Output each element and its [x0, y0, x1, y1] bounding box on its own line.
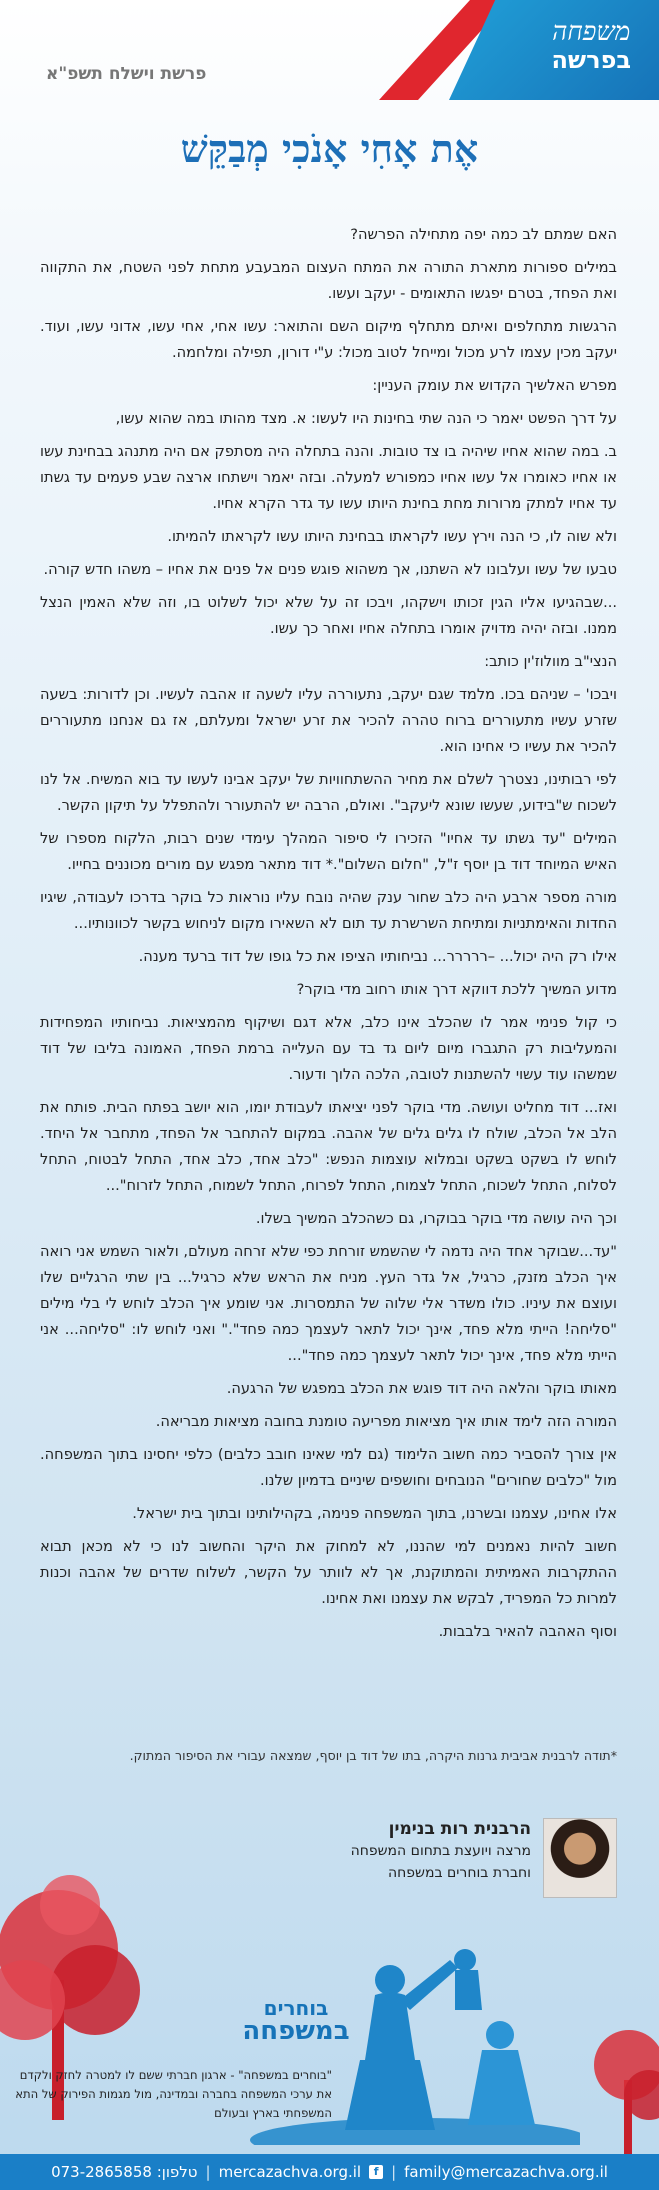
page-title: אֶת אָחִי אָנֹכִי מְבַקֵּשׁ — [180, 126, 479, 171]
logo-bottom-text: בפרשה — [551, 45, 631, 74]
org-description: "בוחרים במשפחה" - ארגון חברתי ששם לו למטרה לחזק ולקדם את ערכי המשפחה בחברה ובמדינה, מול מגמות הפירוק של התא המשפחתי בארץ ובעולם — [15, 2068, 332, 2120]
article-paragraph: במילים ספורות מתארת התורה את המתח העצום המבעבע מתחת לפני השטח, את התקווה ואת הפחד, בטרם יפגשו התאומים - יעקב ועשו. — [40, 259, 617, 302]
author-photo — [543, 1818, 617, 1898]
article-paragraph: המילים "עד גשתו עד אחיו" הזכירו לי סיפור המהלך עימדי שנים רבות, הלקוח מספרו של האיש המיוחד דוד בן יוסף ז"ל, "חלום השלום".* דוד מתאר מפגש עם מורים מכוננים בחייו. — [40, 830, 617, 873]
article-paragraph: על דרך הפשט יאמר כי הנה שתי בחינות היו לעשו: א. מצד מהותו במה שהוא עשו, — [115, 410, 617, 427]
article-paragraph: אלו אחינו, עצמנו ובשרנו, בתוך המשפחה פנימה, בקהילותינו ובתוך בית ישראל. — [132, 1505, 617, 1522]
article-paragraph: המורה הזה לימד אותו איך מציאות מפריעה טומנת בחובה מציאות מבריאה. — [155, 1413, 617, 1430]
article-paragraph: לפי רבותינו, נצטרך לשלם את מחיר ההשתחוויות של יעקב אבינו לעשו עד בוא המשיח. אל לנו לשכוח ש"בידוע, שעשו שונא ליעקב". ואולם, הרבה יש להתעורר ולהתפלל על תיקון הקשר. — [40, 771, 617, 814]
article-paragraph: ויבכו' – שניהם בכו. מלמד שגם יעקב, נתעוררה עליו לשעה זו אהבה לעשיו. וכן לדורות: בשעה שזרע עשיו מתעוררים ברוח טהרה להכיר את זרע ישראל ומעלתם, אז גם אנחנו מתעוררים להכיר את עשיו כי אחינו הוא. — [40, 686, 617, 755]
article-paragraph: הנצי"ב מוולוז'ין כותב: — [484, 653, 617, 670]
article-paragraph: האם שמתם לב כמה יפה מתחילה הפרשה? — [350, 226, 617, 243]
footnote: *תודה לרבנית אביבית גרנות היקרה, בתו של דוד בן יוסף, שמצאה עבורי את הסיפור המתוק. — [129, 1748, 617, 1763]
parasha-label: פרשת וישלח תשפ"א — [46, 64, 207, 84]
phone-number: טלפון: 073-2865858 — [51, 2163, 198, 2181]
article-paragraph: ...שבהגיעו אליו הגין זכותו וישקהו, ויבכו זה על שלא יכול לשלוט בו, וזה שלא האמין הנצל ממנו. ובזה יהיה מדויק אומרו בתחלה אחיו ואחר כך עשו. — [40, 594, 617, 637]
separator: | — [205, 2163, 211, 2181]
article-paragraph: וכך היה עושה מדי בוקר בבוקרו, גם כשהכלב המשיך בשלו. — [255, 1210, 617, 1227]
article-paragraph: ואז... דוד מחליט ועושה. מדי בוקר לפני יציאתו לעבודת יומו, הוא יושב בפתח הבית. פותח את הלב אל הכלב, שולח לו גלים גלים של אהבה. במקום להתחבר אל הפחד, מתחבר אל היחד. לוחש לו בשקט בשקט ובמלוא עוצמות הנפש: "כלב אחד, כלב אחד, התחל לבטוח, התחל לסלוח, התחל לשכוח, התחל לצמוח, התחל לפרוח, התחל לשמוח, התחל לזרוח"... — [40, 1099, 617, 1194]
facebook-icon[interactable]: f — [369, 2165, 383, 2179]
article-paragraph: מדוע המשיך ללכת דווקא דרך אותו רחוב מדי בוקר? — [296, 981, 617, 998]
article-paragraph: ולא שוה לו, כי הנה וירץ עשו לקראתו בבחינת היותו עשו לקראתו להמיתו. — [167, 528, 617, 545]
author-name: הרבנית רות בנימין — [388, 1819, 531, 1839]
tree-right-illustration — [569, 2010, 659, 2160]
article-paragraph: מורה מספר ארבע היה כלב שחור ענק שהיה נובח עליו נוראות כל בוקר בדרכו לעבודה, שיגיו החדות והאימתניות ומתיחת השרשרת עד תום לא השאירו מקום לניחוש בקשר לכוונותיו... — [40, 889, 617, 932]
article-paragraph: טבעו של עשו ועלבונו לא השתנו, אך משהוא פוגש פנים אל פנים את אחיו – משהו חדש קורה. — [43, 561, 617, 578]
header — [0, 0, 659, 110]
article-paragraph: "עד...שבוקר אחד היה נדמה לי שהשמש זורחת כפי שלא זרחה מעולם, ולאור השמש אני רואה איך הכלב מזנק, כרגיל, אל גדר העץ. מניח את הראש שלא כרגיל... בין שתי הרגליים שלו ועוצם את עיניו. כולו משדר אלי שלוה של התמסרות. אני שומע איך הכלב לוחש לי בלי מילים "סליחה! הייתי מלא פחד, אינך יכול לתאר לעצמך כמה פחד"." ואני לוחש לו: "סליחה... אני הייתי מלא פחד, אינך יכול לתאר לעצמך כמה פחד"... — [40, 1243, 617, 1364]
article-paragraph: וסוף האהבה להאיר בלבבות. — [438, 1623, 617, 1640]
org-logo-line2: במשפחה — [242, 2016, 350, 2046]
article-paragraph: הרגשות מתחלפים ואיתם מתחלף מיקום השם והתואר: עשו אחי, אחי עשו, אדוני עשו, ועוד. יעקב מכין עצמו לרע מכול ומייחל לטוב מכול: ע"י דורון, תפילה ומלחמה. — [40, 318, 617, 361]
author-role-2: וחברת בוחרים במשפחה — [388, 1865, 531, 1881]
website-link[interactable]: mercazachva.org.il — [218, 2163, 362, 2181]
article-body — [40, 222, 617, 1652]
org-logo — [236, 1998, 356, 2044]
contact-bar — [0, 2154, 659, 2190]
article-paragraph: ב. במה שהוא אחיו שיהיה בו צד טובות. והנה בתחלה היה מסתפק אם היה מתנהג בבחינת עשו או אחיו כאומרו אל עשו אחיו כמפורש למעלה. ובזה יאמר וישתחו ארצה שבע פעמים עד גשתו עד אחיו למתק מרורות מחת בחינת היותו עשו עד גדר הקרא אחיו. — [40, 443, 617, 512]
article-paragraph: כי קול פנימי אמר לו שהכלב אינו כלב, אלא דגם ושיקוף מהמציאות. נביחותיו המפחידות והמעליבות רק התגברו מיום ליום גד בד עם העלייה ברמת הפחד, האמונה בליבו של דוד שמשהו עוד עשוי להשתנות לטובה, הלכה הלוך ודעור. — [40, 1014, 617, 1083]
article-paragraph: חשוב להיות נאמנים למי שהננו, לא למחוק את היקר והחשוב לנו כי לא מכאן תבוא ההתקרבות האמיתית והמתוקנת, אך לא לוותר על הקשר, לשלוח שדרים של אהבה וכנות למרות כל המפריד, לבקש את עצמנו ואת אחינו. — [40, 1538, 617, 1607]
article-paragraph: אילו רק היה יכול... –ררררר... נביחותיו הציפו את כל גופו של דוד ברעד מענה. — [138, 948, 617, 965]
logo — [551, 18, 631, 73]
logo-top-text: משפחה — [552, 17, 631, 47]
org-logo-line1: בוחרים — [263, 1996, 329, 2020]
article-paragraph: אין צורך להסביר כמה חשוב הלימוד (גם למי שאינו חובב כלבים) כלפי יחסינו בתוך המשפחה. מול "כלבים שחורים" הנובחים וחושפים שיניים בדמיון שלנו. — [40, 1446, 617, 1489]
author-role-1: מרצה ויועצת בתחום המשפחה — [350, 1843, 531, 1859]
article-paragraph: מפרש האלשיך הקדוש את עומק העניין: — [372, 377, 617, 394]
article-paragraph: מאותו בוקר והלאה היה דוד פוגש את הכלב במפגש של הרגעה. — [226, 1380, 617, 1397]
author-block — [271, 1818, 531, 1884]
email-link[interactable]: family@mercazachva.org.il — [404, 2163, 608, 2181]
separator: | — [391, 2163, 397, 2181]
